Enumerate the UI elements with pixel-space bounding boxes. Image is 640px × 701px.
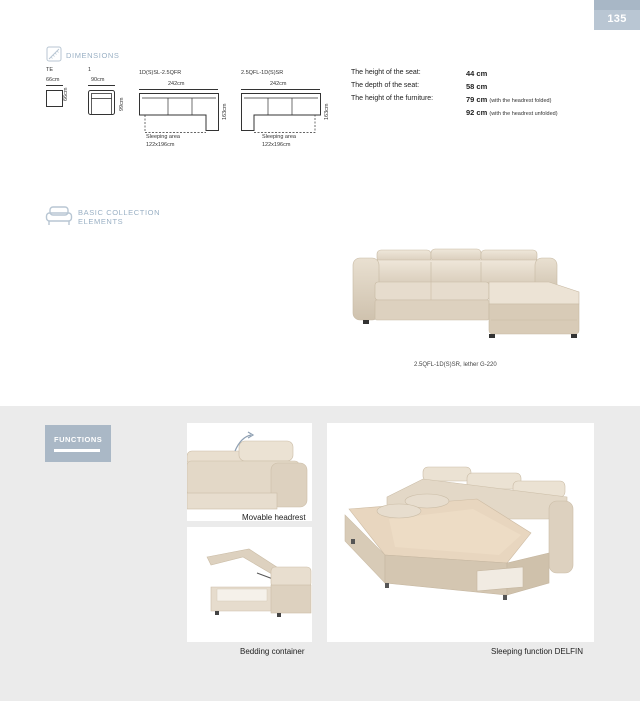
element-drawing-armchair xyxy=(88,90,115,115)
functions-underline xyxy=(54,449,100,452)
dimension-line xyxy=(241,89,320,90)
sleeping-function-caption: Sleeping function DELFIN xyxy=(491,647,584,656)
element-width: 90cm xyxy=(91,77,105,83)
sleeping-area-size: 122x196cm xyxy=(146,142,175,148)
spec-label: The depth of the seat: xyxy=(351,82,420,89)
spec-note: (with the headrest folded) xyxy=(489,98,552,104)
functions-heading: FUNCTIONS xyxy=(54,435,103,444)
element-width: 242cm xyxy=(270,81,287,87)
spec-label: The height of the furniture: xyxy=(351,95,434,102)
dimension-line xyxy=(88,85,115,86)
spec-value-number: 92 cm xyxy=(466,108,488,117)
spec-value: 58 cm xyxy=(466,82,488,91)
sofa-outline-icon xyxy=(45,205,73,227)
sleeping-function-photo xyxy=(327,423,594,642)
element-code: 1D(S)SL-2.5QFR xyxy=(139,70,182,76)
element-drawing-te xyxy=(46,90,63,107)
dimensions-heading: DIMENSIONS xyxy=(66,51,120,60)
page-number-tab xyxy=(594,0,640,30)
movable-headrest-caption: Movable headrest xyxy=(242,513,306,522)
element-depth: 66cm xyxy=(63,87,69,101)
element-width: 66cm xyxy=(46,77,60,83)
dimension-line xyxy=(46,85,63,86)
sleeping-area-label: Sleeping area xyxy=(262,134,296,140)
element-depth: 99cm xyxy=(119,97,125,111)
movable-headrest-photo xyxy=(187,423,312,521)
spec-value-number: 79 cm xyxy=(466,95,488,104)
element-code: TE xyxy=(46,67,54,73)
element-depth: 163cm xyxy=(222,103,228,120)
sleeping-area-size: 122x196cm xyxy=(262,142,291,148)
basic-collection-heading: BASIC COLLECTION xyxy=(78,208,161,217)
element-drawing-corner-right xyxy=(241,93,321,133)
page-tab-strip xyxy=(594,0,640,10)
page-number: 135 xyxy=(607,13,627,25)
functions-badge xyxy=(45,425,111,462)
hero-caption: 2.5QFL-1D(S)SR, lether G-220 xyxy=(414,362,497,368)
element-width: 242cm xyxy=(168,81,185,87)
dimension-line xyxy=(139,89,218,90)
hero-corner-sofa-image xyxy=(349,244,585,342)
element-depth: 163cm xyxy=(324,103,330,120)
spec-value xyxy=(466,108,558,117)
spec-label: The height of the seat: xyxy=(351,69,421,76)
element-code: 1 xyxy=(88,67,92,73)
spec-value xyxy=(466,95,551,104)
element-code: 2.5QFL-1D(S)SR xyxy=(241,70,284,76)
basic-collection-heading-line2: ELEMENTS xyxy=(78,217,124,226)
sleeping-area-label: Sleeping area xyxy=(146,134,180,140)
element-drawing-corner-left xyxy=(139,93,219,133)
ruler-diagonal-icon xyxy=(46,46,62,62)
bedding-container-photo xyxy=(187,527,312,642)
spec-value: 44 cm xyxy=(466,69,488,78)
bedding-container-caption: Bedding container xyxy=(240,647,305,656)
spec-note: (with the headrest unfolded) xyxy=(489,111,558,117)
